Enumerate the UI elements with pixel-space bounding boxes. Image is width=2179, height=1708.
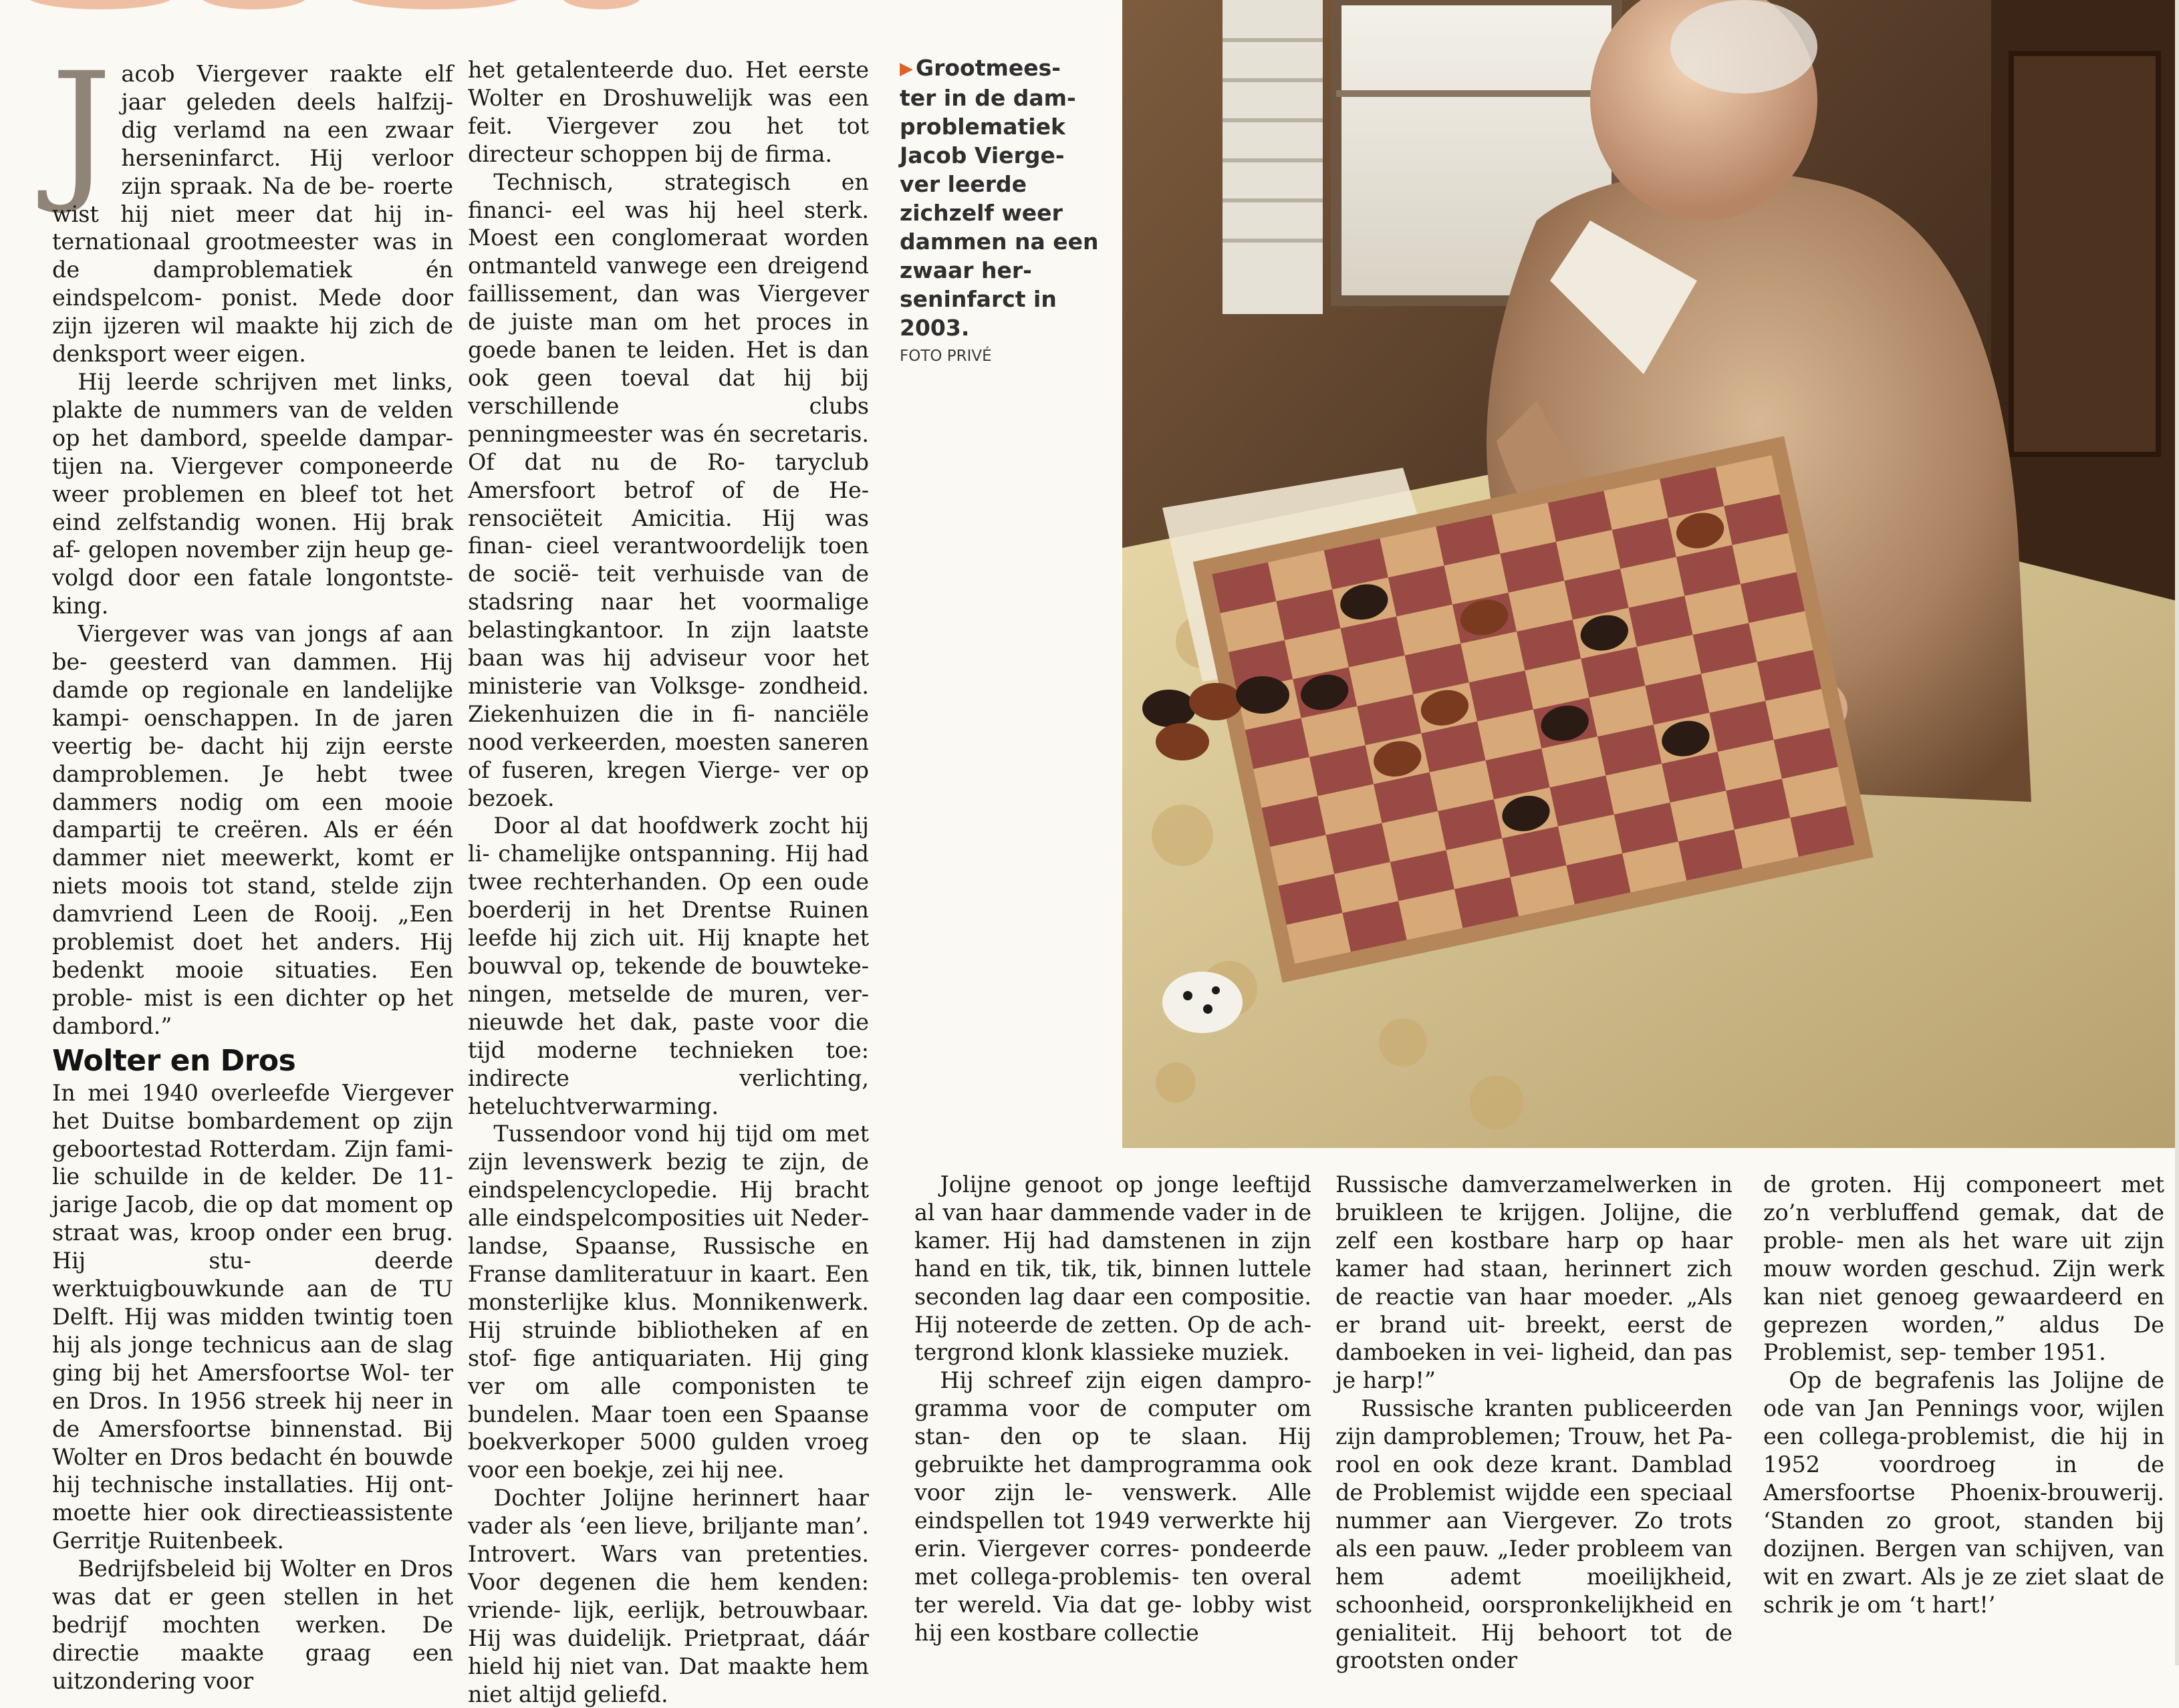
- paragraph: Dochter Jolijne herinnert haar vader als ‘een lieve, briljante man’. Introvert. Wars van pretenties. Voor degenen die hem kenden: vriende- lijk, eerlijk, betrouwbaar. Hij was duidelijk. Prietpraat, dáár hield hij niet van. Dat maakte hem niet altijd geliefd.: [468, 1485, 869, 1707]
- paragraph: Technisch, strategisch en financi- eel was hij heel sterk. Moest een conglomeraat worden ontmanteld vanwege een dreigend faillissement, dan was Viergever de juiste man om het proces in goede banen te leiden. Het is dan ook geen toeval dat hij bij verschillende clubs penningmeester was én secretaris. Of dat nu de Ro- taryclub Amersfoort betrof of de He- rensociëteit Amicitia. Hij was finan- cieel verantwoordelijk toen de socië- teit verhuisde van de stadsring naar het voormalige belastingkantoor. In zijn laatste baan was hij adviseur voor het ministerie van Volksge- zondheid. Ziekenhuizen die in fi- nanciële nood verkeerden, moesten saneren of fuseren, kregen Vierge- ver op bezoek.: [468, 168, 869, 811]
- article-column-2: [468, 56, 869, 1708]
- photo-caption: [900, 53, 1100, 342]
- paragraph: Viergever was van jongs af aan be- geesterd van dammen. Hij damde op regionale en landelijke kampi- oenschappen. In de jaren veertig be- dacht hij zijn eerste damproblemen. Je hebt twee dammers nodig om een mooie dampartij te creëren. Als er één dammer niet meewerkt, komt er niets moois tot stand, stelde zijn damvriend Leen de Rooij. „Een problemist doet het anders. Hij bedenkt mooie situaties. Een proble- mist is een dichter op het dambord.”: [52, 621, 453, 1039]
- drop-cap: J: [51, 39, 112, 217]
- paragraph: Bedrijfsbeleid bij Wolter en Dros was dat er geen stellen in het bedrijf mochten werken. De directie maakte graag een uitzondering voor: [52, 1556, 453, 1694]
- paragraph: In mei 1940 overleefde Viergever het Duitse bombardement op zijn geboortestad Rotterdam. Zijn fami- lie schuilde in de kelder. De 11-jarige Jacob, die op dat moment op straat was, kroop onder een brug. Hij stu- deerde werktuigbouwkunde aan de TU Delft. Hij was midden twintig toen hij als jonge technicus aan de slag ging bij het Amersfoortse Wol- ter en Dros. In 1956 streek hij neer in de Amersfoortse binnenstad. Bij Wolter en Dros bedacht én bouwde hij technische installaties. Hij ont- moette hier ook directieassistente Gerritje Ruitenbeek.: [52, 1079, 453, 1554]
- article-column-3: [914, 1171, 1311, 1647]
- paragraph: Russische damverzamelwerken in bruikleen te krijgen. Jolijne, die zelf een kostbare harp op haar kamer had staan, herinnert zich de reactie van haar moeder. „Als er brand uit- breekt, eerst de damboeken in vei- ligheid, dan pas je harp!”: [1335, 1171, 1733, 1394]
- scan-edge: [2175, 0, 2179, 1665]
- photo-credit: FOTO PRIVÉ: [900, 347, 992, 365]
- paragraph: het getalenteerde duo. Het eerste Wolter en Droshuwelijk was een feit. Viergever zou het tot directeur schoppen bij de firma.: [468, 57, 869, 167]
- article-column-4: [1335, 1171, 1733, 1675]
- paragraph: acob Viergever raakte elf jaar geleden deels halfzij- dig verlamd na een zwaar herseninfarct. Hij verloor zijn spraak. Na de be- roerte wist hij niet meer dat hij in- ternationaal grootmeester was in de damproblematiek én eindspelcom- ponist. Mede door zijn ijzeren wil maakte hij zich de denksport weer eigen.: [52, 61, 453, 368]
- caption-arrow-icon: ▶: [900, 59, 913, 79]
- paragraph: Russische kranten publiceerden zijn damproblemen; Trouw, het Pa- rool en ook deze krant. Damblad de Problemist wijdde een speciaal nummer aan Viergever. Zo trots als een pauw. „Ieder probleem van hem ademt moeilijkheid, schoonheid, oorspronkelijkheid en genialiteit. Hij behoort tot de grootsten onder: [1335, 1395, 1733, 1674]
- paragraph: Hij leerde schrijven met links, plakte de nummers van de velden op het dambord, speelde dampar- tijen na. Viergever componeerde weer problemen en bleef tot het eind zelfstandig wonen. Hij brak af- gelopen november zijn heup ge- volgd door een fatale longontste- king.: [52, 368, 453, 619]
- article-column-5: [1763, 1171, 2164, 1619]
- subheading: Wolter en Dros: [52, 1043, 296, 1078]
- paragraph: Jolijne genoot op jonge leeftijd al van haar dammende vader in de kamer. Hij had damstenen in zijn hand en tik, tik, tik, binnen luttele seconden lag daar een compositie. Hij noteerde de zetten. Op de ach- tergrond klonk klassieke muziek.: [914, 1171, 1311, 1366]
- caption-text: Grootmees- ter in de dam- problematiek Jacob Vierge- ver leerde zichzelf weer dammen na een zwaar her- seninfarct in 2003.: [900, 55, 1099, 341]
- headline-remnant: [0, 0, 1096, 9]
- photo-man-playing-draughts: [1122, 0, 2179, 1148]
- paragraph: Op de begrafenis las Jolijne de ode van Jan Pennings voor, wijlen een collega-problemist, die hij in 1952 voordroeg in de Amersfoortse Phoenix-brouwerij. ‘Standen zo groot, standen bij dozijnen. Bergen van schijven, van wit en zwart. Als je ze ziet slaat de schrik je om ‘t hart!’: [1763, 1367, 2164, 1618]
- paragraph: de groten. Hij componeert met zo’n verbluffend gemak, dat de proble- men als het ware uit zijn mouw worden geschud. Zijn werk kan niet genoeg gewaardeerd en geprezen worden,” aldus De Problemist, sep- tember 1951.: [1763, 1171, 2164, 1366]
- article-column-1: [51, 39, 453, 1695]
- paragraph: Tussendoor vond hij tijd om met zijn levenswerk bezig te zijn, de eindspelencyclopedie. Hij bracht alle eindspelcomposities uit Neder- landse, Spaanse, Russische en Franse damliteratuur in kaart. Een monsterlijke klus. Monnikenwerk. Hij struinde bibliotheken af en stof- fige antiquariaten. Hij ging ver om alle componisten te bundelen. Maar toen een Spaanse boekverkoper 5000 gulden vroeg voor een boekje, zei hij nee.: [468, 1121, 869, 1483]
- paragraph: Hij schreef zijn eigen dampro- gramma voor de computer om stan- den op te slaan. Hij gebruikte het damprogramma ook voor zijn le- venswerk. Alle eindspellen tot 1949 verwerkte hij erin. Viergever corres- pondeerde met collega-problemis- ten overal ter wereld. Via dat ge- lobby wist hij een kostbare collectie: [914, 1367, 1311, 1646]
- paragraph: Door al dat hoofdwerk zocht hij li- chamelijke ontspanning. Hij had twee rechterhanden. Op een oude boerderij in het Drentse Ruinen leefde hij zich uit. Hij knapte het bouwval op, tekende de bouwteke- ningen, metselde de muren, ver- nieuwde het dak, paste voor die tijd moderne technieken toe: indirecte verlichting, heteluchtverwarming.: [468, 813, 869, 1119]
